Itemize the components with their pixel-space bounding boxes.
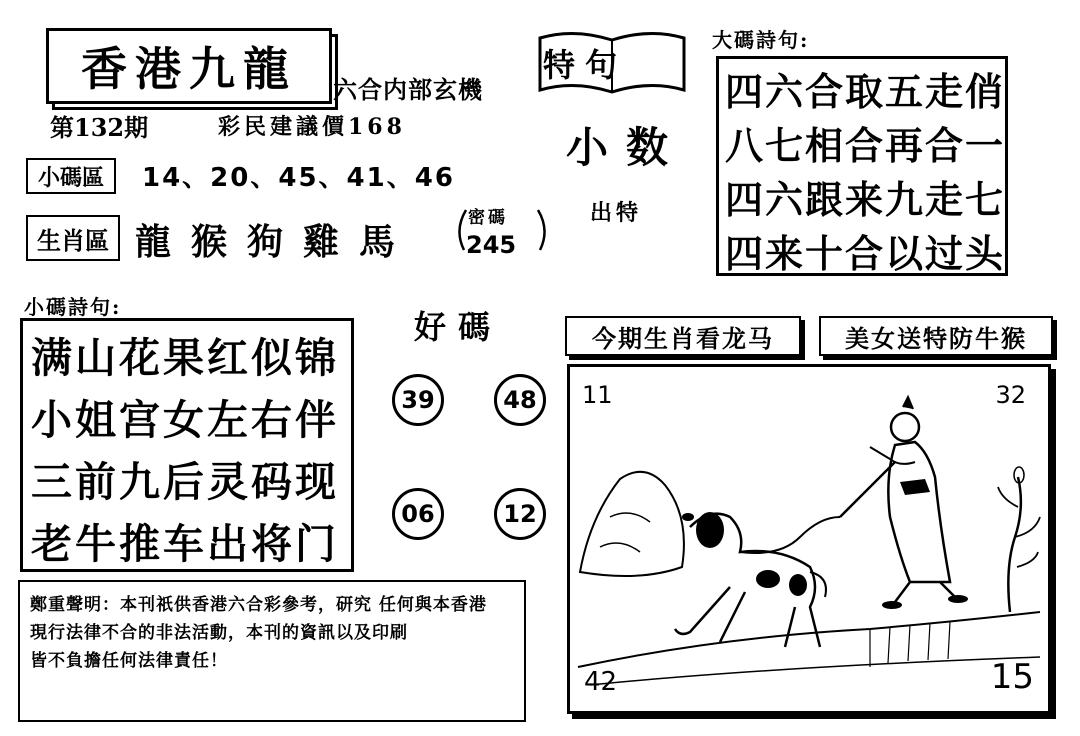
small-zone-label: 小碼區 xyxy=(26,158,116,194)
corner-number-bottom-right: 15 xyxy=(990,657,1034,697)
corner-number-bottom-left: 42 xyxy=(584,667,618,697)
secret-code-value: 245 xyxy=(466,231,517,259)
good-codes-label: 好碼 xyxy=(414,308,503,346)
special-hint: 美女送特防牛猴 xyxy=(819,316,1053,356)
legal-notice xyxy=(18,580,526,722)
big-poem-box xyxy=(716,56,1008,276)
illustration-panel xyxy=(567,364,1051,714)
big-poem-line: 四来十合以过头 xyxy=(725,231,1006,276)
small-zone-values: 14、20、45、41、46 xyxy=(142,163,455,193)
small-poem-box xyxy=(20,318,354,572)
big-poem-label: 大碼詩句: xyxy=(712,28,810,52)
small-poem-line: 小姐宫女左右伴 xyxy=(31,396,339,444)
big-poem-line: 八七相合再合一 xyxy=(725,123,1006,168)
good-code: 06 xyxy=(392,488,444,540)
issue-number: 第132期 xyxy=(50,113,149,142)
small-poem-line: 满山花果红似锦 xyxy=(31,334,339,382)
big-poem-line: 四六合取五走俏 xyxy=(725,69,1006,114)
zodiac-zone-label: 生肖區 xyxy=(26,215,120,261)
notice-line: 皆不負擔任何法律責任！ xyxy=(30,651,228,671)
good-code: 48 xyxy=(494,374,546,426)
special-sentence-sub: 出特 xyxy=(590,200,643,226)
big-poem-line: 四六跟来九走七 xyxy=(725,177,1006,222)
man-walking-dog-illustration xyxy=(570,367,1048,711)
subtitle: 六合内部玄機 xyxy=(333,75,483,104)
page-title: 香港九龍 xyxy=(81,42,297,96)
title-box xyxy=(46,28,332,104)
zodiac-zone-values: 龍猴狗雞馬 xyxy=(135,221,416,263)
special-sentence-value: 小数 xyxy=(566,123,687,172)
corner-number-top-right: 32 xyxy=(995,381,1026,409)
corner-number-top-left: 11 xyxy=(582,381,613,409)
small-poem-line: 三前九后灵码现 xyxy=(31,458,339,506)
secret-code-label: 密碼 xyxy=(468,208,508,228)
notice-line: 現行法律不合的非法活動，本刊的資訊以及印刷 xyxy=(30,623,408,643)
suggested-price: 彩民建議價168 xyxy=(218,114,406,140)
small-poem-line: 老牛推车出将门 xyxy=(31,520,339,568)
notice-line: 鄭重聲明：本刊祇供香港六合彩參考，研究 任何與本香港 xyxy=(30,595,487,615)
zodiac-hint: 今期生肖看龙马 xyxy=(565,316,801,356)
good-code: 39 xyxy=(392,374,444,426)
small-poem-label: 小碼詩句: xyxy=(24,295,122,319)
special-sentence-label: 特句 xyxy=(543,46,628,84)
good-code: 12 xyxy=(494,488,546,540)
